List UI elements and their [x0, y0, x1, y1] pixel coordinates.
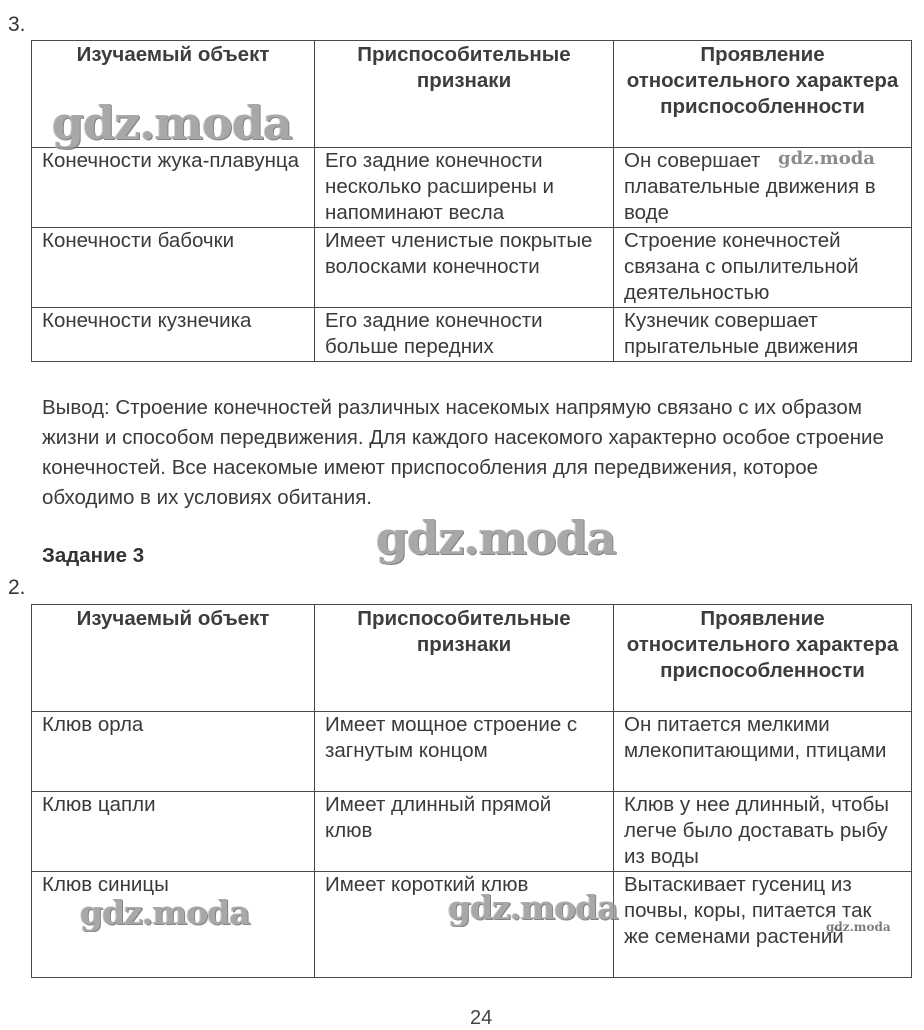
- watermark-logo: gdz.moda: [448, 888, 618, 927]
- header-studied-object: Изучаемый объект: [32, 41, 315, 148]
- watermark-logo: gdz.moda: [826, 920, 891, 934]
- adaptations-table-insects: [31, 40, 912, 362]
- header-adaptive-features: Приспособительные признаки: [315, 41, 614, 148]
- watermark-logo: gdz.moda: [778, 148, 875, 169]
- table-header-row: [32, 605, 912, 712]
- header-relative-adaptation: Проявление относительного характера приспособленности: [614, 41, 912, 148]
- header-adaptive-features: Приспособительные признаки: [315, 605, 614, 712]
- cell-object: Конечности кузнечика: [32, 308, 315, 362]
- adaptations-table-beaks: [31, 604, 912, 978]
- table-row: [32, 148, 912, 228]
- cell-relative: Клюв у нее длинный, чтобы легче было доставать рыбу из воды: [614, 792, 912, 872]
- watermark-logo: gdz.moda: [376, 511, 616, 565]
- table-row: [32, 792, 912, 872]
- cell-object: Клюв цапли: [32, 792, 315, 872]
- cell-features: Его задние конечности несколько расширены и напоминают весла: [315, 148, 614, 228]
- watermark-logo: gdz.moda: [52, 96, 292, 150]
- table-row: [32, 712, 912, 792]
- cell-features: Имеет короткий клюв: [315, 872, 614, 978]
- cell-features: Имеет мощное строение с загнутым концом: [315, 712, 614, 792]
- section-number: 2.: [8, 576, 26, 599]
- cell-relative: Он питается мелкими млекопитающими, птицами: [614, 712, 912, 792]
- table-row: [32, 308, 912, 362]
- table-row: [32, 228, 912, 308]
- cell-features: Его задние конечности больше передних: [315, 308, 614, 362]
- section-number: 3.: [8, 13, 26, 36]
- task-heading: Задание 3: [42, 544, 145, 567]
- cell-relative: Он совершает плавательные движения в воде: [614, 148, 912, 228]
- header-studied-object: Изучаемый объект: [32, 605, 315, 712]
- cell-features: Имеет длинный прямой клюв: [315, 792, 614, 872]
- cell-relative: Строение конечностей связана с опылительной деятельностью: [614, 228, 912, 308]
- cell-object: Клюв синицы: [32, 872, 315, 978]
- cell-object: Конечности бабочки: [32, 228, 315, 308]
- cell-features: Имеет членистые покрытые волосками конечности: [315, 228, 614, 308]
- header-relative-adaptation: Проявление относительного характера приспособленности: [614, 605, 912, 712]
- conclusion-text: Вывод: Строение конечностей различных насекомых напрямую связано с их образом жизни и способом передвижения. Для каждого насекомого характерно особое строение конечностей. Все насекомые имеют приспособления для передвижения, которое обходимо в их условиях обитания.: [42, 396, 884, 509]
- cell-relative: Кузнечик совершает прыгательные движения: [614, 308, 912, 362]
- cell-relative: Вытаскивает гусениц из почвы, коры, питается так же семенами растений: [614, 872, 912, 978]
- table-header-row: [32, 41, 912, 148]
- watermark-logo: gdz.moda: [80, 893, 250, 932]
- page-number: 24: [470, 1007, 493, 1029]
- cell-object: Клюв орла: [32, 712, 315, 792]
- cell-object: Конечности жука-плавунца: [32, 148, 315, 228]
- table-row: [32, 872, 912, 978]
